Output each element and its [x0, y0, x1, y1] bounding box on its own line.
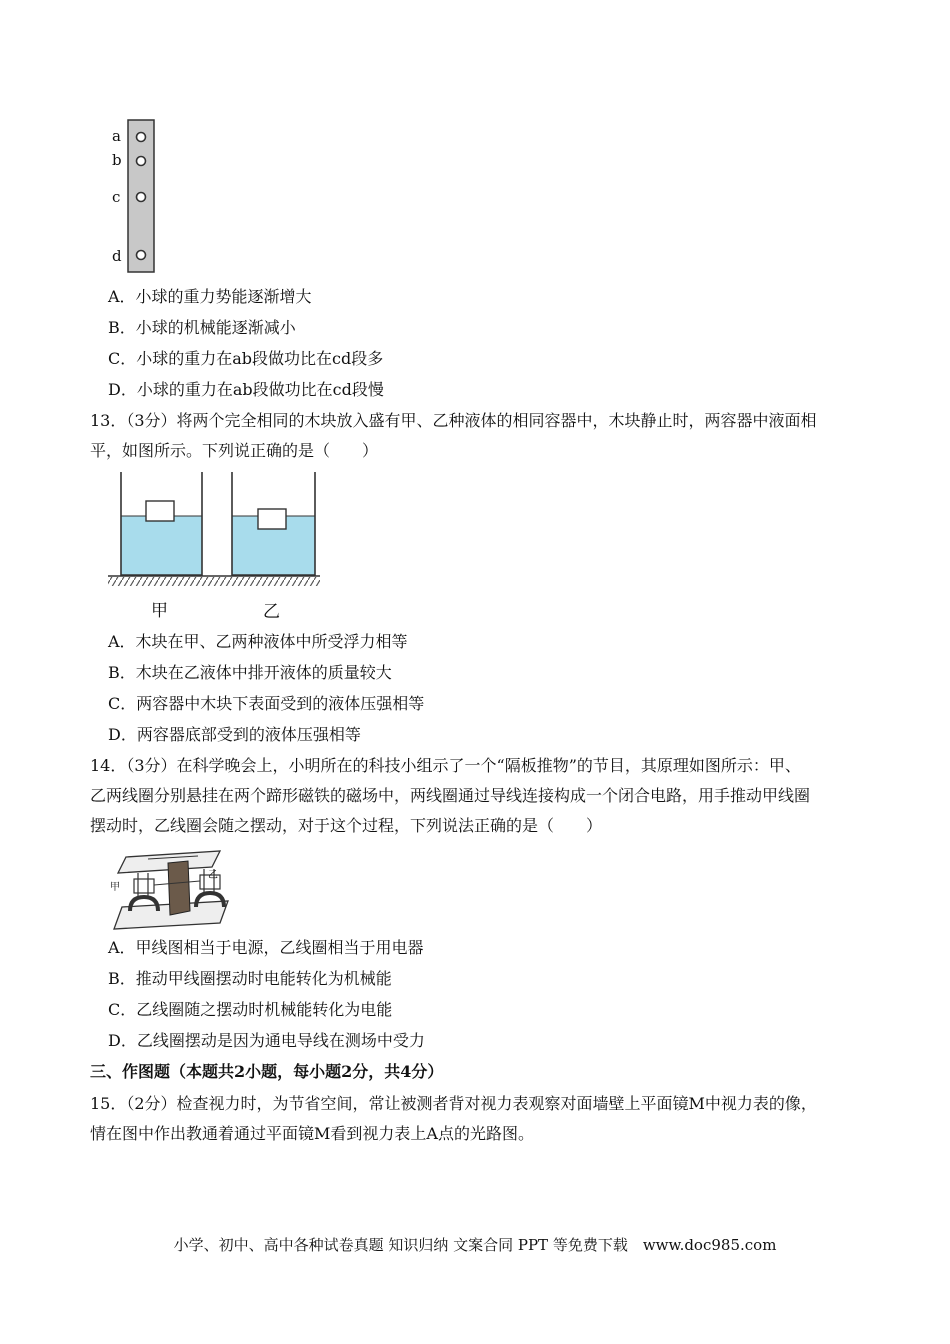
fig12-label-a: a [112, 127, 121, 145]
q14-option-d: D．乙线圈摆动是因为通电导线在测场中受力 [108, 1031, 425, 1050]
q14-stem-line3: 摆动时，乙线圈会随之摆动，对于这个过程，下列说法正确的是（ ） [90, 816, 603, 835]
section-3-title: 三、作图题（本题共2小题，每小题2分，共4分） [90, 1062, 444, 1081]
q14-option-c: C．乙线圈随之摆动时机械能转化为电能 [108, 1000, 393, 1019]
q13-option-b: B．木块在乙液体中排开液体的质量较大 [108, 663, 392, 682]
fig13-label-jia: 甲 [151, 601, 168, 621]
q13-option-d: D．两容器底部受到的液体压强相等 [108, 725, 361, 744]
fig13-label-yi: 乙 [263, 602, 280, 622]
page-footer: 小学、初中、高中各种试卷真题 知识归纳 文案合同 PPT 等免费下载 www.doc985.com [173, 1236, 777, 1254]
q15-stem-line2: 情在图中作出教通着通过平面镜M看到视力表上A点的光路图。 [90, 1124, 534, 1143]
block-jia [146, 501, 174, 521]
figure-q14-coils [108, 845, 238, 930]
fig12-label-b: b [112, 151, 122, 169]
q13-stem-line2: 平，如图所示。下列说正确的是（ ） [90, 441, 379, 460]
q13-option-a: A．木块在甲、乙两种液体中所受浮力相等 [108, 632, 408, 651]
q12-option-a: A．小球的重力势能逐渐增大 [108, 287, 312, 306]
q14-stem-line2: 乙两线圈分别悬挂在两个蹄形磁铁的磁场中，两线圈通过导线连接构成一个闭合电路，用手推动甲线圈 [90, 786, 811, 805]
fig12-label-c: c [112, 188, 121, 206]
fig12-label-d: d [112, 247, 122, 265]
figure-q13-containers [104, 470, 324, 590]
fig14-label-jia: 甲 [110, 882, 120, 893]
q12-option-d: D．小球的重力在ab段做功比在cd段慢 [108, 380, 384, 399]
q15-stem-line1: 15．（2分）检查视力时，为节省空间，常让被测者背对视力表观察对面墙壁上平面镜M中视力表的像， [90, 1094, 817, 1113]
q13-stem-line1: 13．（3分）将两个完全相同的木块放入盛有甲、乙种液体的相同容器中，木块静止时，两容器中液面相 [90, 411, 817, 430]
container-jia-liquid [121, 516, 202, 575]
q14-option-b: B．推动甲线圈摆动时电能转化为机械能 [108, 969, 392, 988]
q14-stem-line1: 14．（3分）在科学晚会上，小明所在的科技小组示了一个“隔板推物”的节目，其原理如图所示：甲、 [90, 756, 801, 775]
fig14-label-yi: 乙 [208, 870, 218, 881]
q12-option-b: B．小球的机械能逐渐减小 [108, 318, 296, 337]
q12-option-c: C．小球的重力在ab段做功比在cd段多 [108, 349, 384, 368]
q14-option-a: A．甲线图相当于电源，乙线圈相当于用电器 [108, 938, 424, 957]
q13-option-c: C．两容器中木块下表面受到的液体压强相等 [108, 694, 425, 713]
block-yi [258, 509, 286, 529]
